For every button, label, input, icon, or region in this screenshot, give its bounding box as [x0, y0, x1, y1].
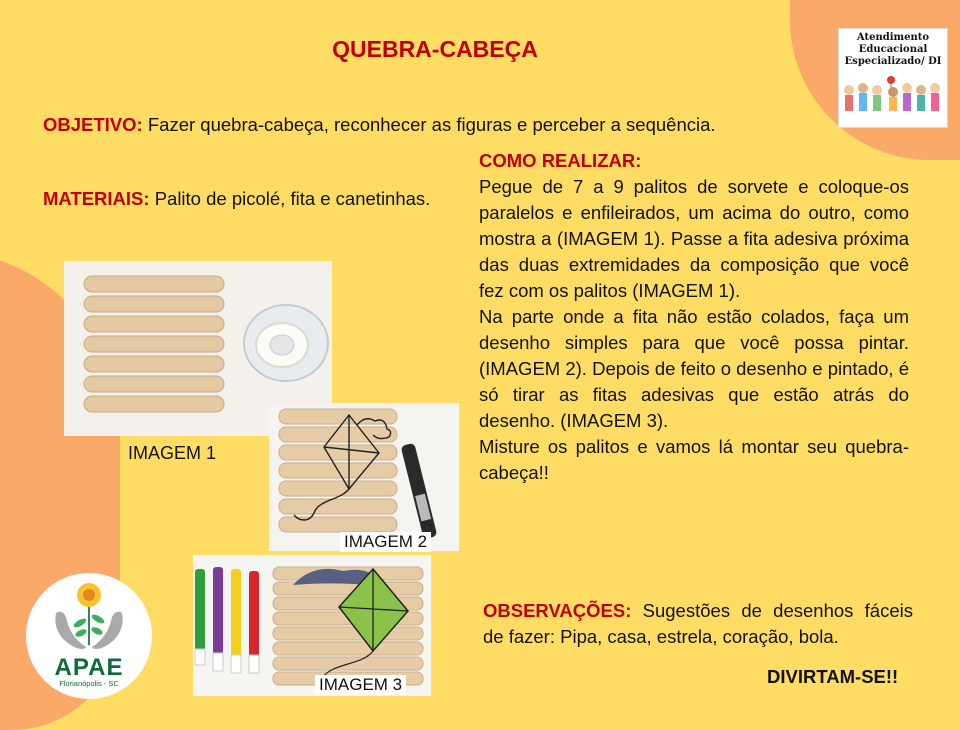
apae-city: Florianópolis - SC: [59, 679, 119, 688]
observations-text: Sugestões de desenhos fáceis de fazer: Pipa, casa, estrela, coração, bola.: [483, 600, 913, 647]
aee-logo-line-2: Educacional: [858, 44, 928, 55]
instructions-paragraph-3: Misture os palitos e vamos lá montar seu quebra-cabeça!!: [479, 436, 909, 483]
apae-logo: [26, 573, 152, 699]
instructions-section: [479, 148, 909, 486]
aee-logo: [838, 28, 948, 128]
materials-label: MATERIAIS:: [43, 188, 150, 209]
caption-image-1: IMAGEM 1: [128, 443, 217, 463]
apae-name: APAE: [54, 654, 124, 681]
observations-label: OBSERVAÇÕES:: [483, 600, 632, 621]
children-illustration: [839, 68, 947, 124]
instructions-paragraph-2: Na parte onde a fita não estão colados, faça um desenho simples para que você possa pintar. (IMAGEM 2). Depois de feito o desenho e pintado, é só tirar as fitas adesivas que estão atrás do desenho. (IMAGEM 3).: [479, 306, 909, 431]
photo-kite-drawing: [269, 403, 459, 551]
materials-text: Palito de picolé, fita e canetinhas.: [154, 188, 431, 209]
closing-message: DIVIRTAM-SE!!: [767, 666, 899, 687]
objective-label: OBJETIVO:: [43, 114, 143, 135]
objective-section: [43, 112, 788, 138]
caption-image-3: IMAGEM 3: [315, 675, 406, 695]
aee-logo-line-3: Especializado/ DI: [844, 56, 942, 67]
objective-text: Fazer quebra-cabeça, reconhecer as figuras e perceber a sequência.: [147, 114, 716, 135]
aee-logo-line-1: Atendimento: [856, 32, 930, 43]
instructions-label: COMO REALIZAR:: [479, 150, 642, 171]
sunflower-icon: [72, 583, 105, 645]
observations-section: [483, 598, 913, 650]
instructions-paragraph-1: Pegue de 7 a 9 palitos de sorvete e coloque-os paralelos e enfileirados, um acima do outro, como mostra a (IMAGEM 1). Passe a fita adesiva próxima das duas extremidades da composição que você fez com os palitos (IMAGEM 1).: [479, 176, 909, 301]
caption-image-2: IMAGEM 2: [340, 532, 431, 552]
page-title: QUEBRA-CABEÇA: [332, 36, 538, 62]
materials-section: [43, 186, 440, 212]
